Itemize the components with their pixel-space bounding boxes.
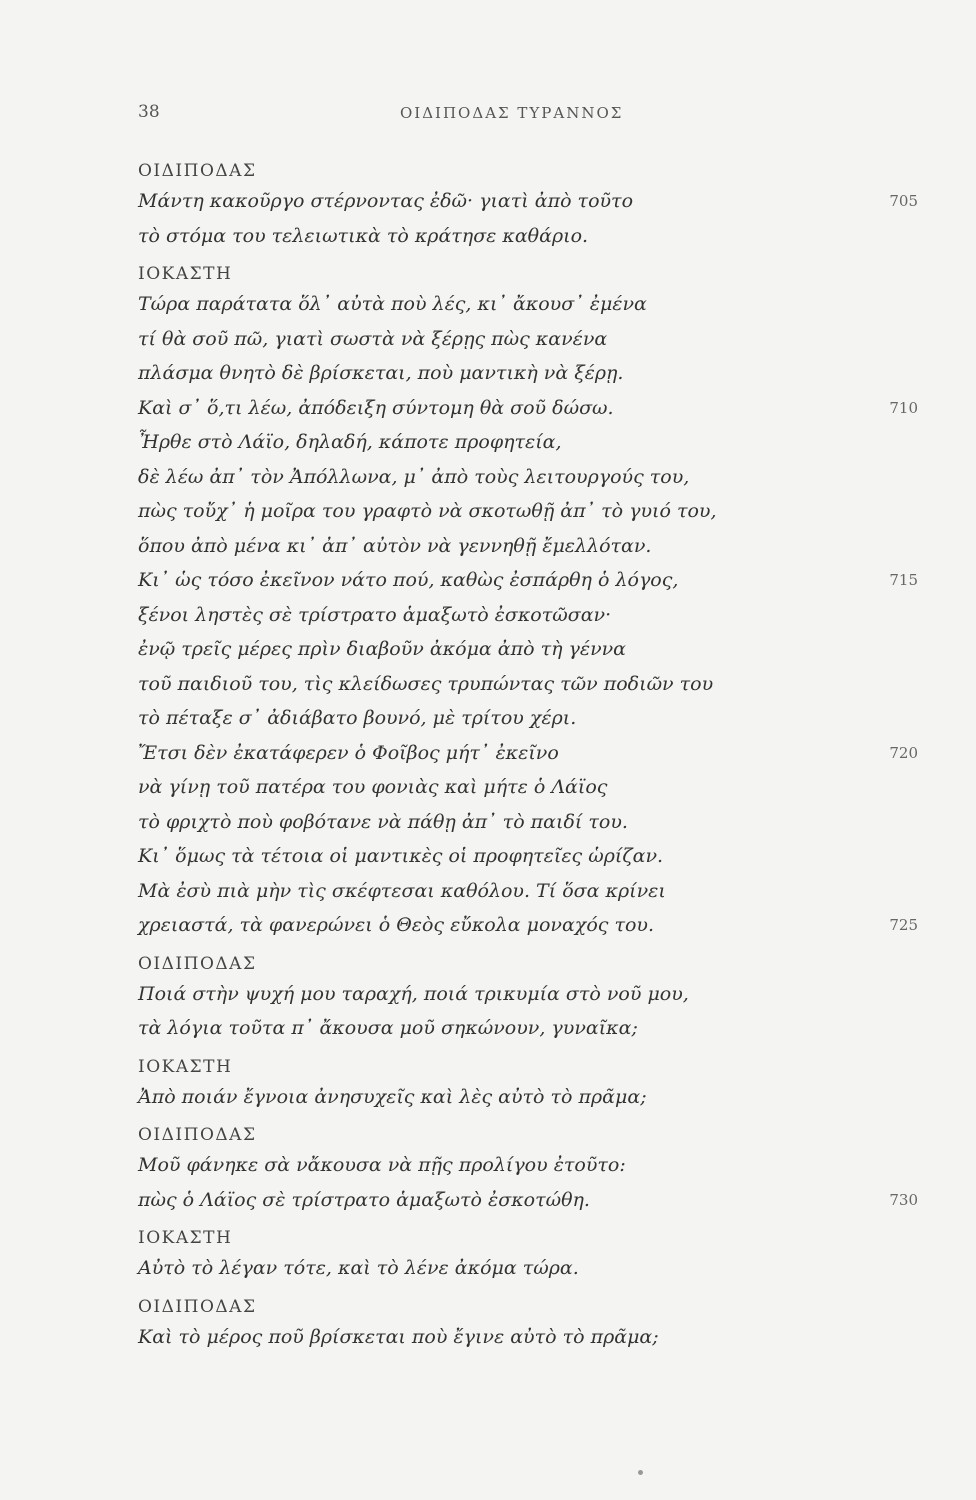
speech	[138, 951, 838, 1046]
verse-text: Ἔτσι δὲν ἐκατάφερεν ὁ Φοῖβος μήτ᾿ ἐκεῖνο	[138, 741, 559, 764]
verse-line	[138, 184, 918, 219]
verse-line	[138, 1080, 838, 1115]
verse-line	[138, 805, 838, 840]
verse-text: Ποιά στὴν ψυχή μου ταραχή, ποιά τρικυμία στὸ νοῦ μου,	[138, 982, 689, 1005]
speaker-name: ΙΟΚΑΣΤΗ	[138, 264, 233, 284]
line-number: 720	[889, 743, 918, 762]
verse-line	[138, 736, 918, 771]
verse-line	[138, 356, 838, 391]
verse-text: τὸ φριχτὸ ποὺ φοβότανε νὰ πάθῃ ἀπ᾿ τὸ παιδί του.	[138, 810, 628, 833]
verse-text: Μὰ ἐσὺ πιὰ μὴν τὶς σκέφτεσαι καθόλου. Τί ὅσα κρίνει	[138, 879, 666, 902]
verse-text: Κι᾿ ὅμως τὰ τέτοια οἱ μαντικὲς οἱ προφητεῖες ὡρίζαν.	[138, 845, 664, 867]
speaker-name: ΟΙΔΙΠΟΔΑΣ	[138, 1125, 257, 1145]
verse-text: τὸ στόμα του τελειωτικὰ τὸ κράτησε καθάριο.	[138, 224, 589, 247]
verse-text: Καὶ σ᾿ ὅ,τι λέω, ἀπόδειξη σύντομη θὰ σοῦ δώσω.	[138, 396, 614, 419]
verse-text: πὼς ὁ Λάϊος σὲ τρίστρατο ἁμαξωτὸ ἐσκοτώθη.	[138, 1188, 590, 1211]
verse-line	[138, 1183, 918, 1218]
running-head: ΟΙΔΙΠΟΔΑΣ ΤΥΡΑΝΝΟΣ	[400, 104, 624, 122]
line-number: 705	[889, 192, 918, 210]
verse-line	[138, 908, 918, 943]
verse-text: Μάντη κακοῦργο στέρνοντας ἐδῶ· γιατὶ ἀπὸ τοῦτο	[138, 190, 634, 212]
speaker-name: ΙΟΚΑΣΤΗ	[138, 1228, 233, 1248]
speech	[138, 261, 918, 943]
verse-line	[138, 425, 838, 460]
verse-text: ὅπου ἀπὸ μένα κι᾿ ἀπ᾿ αὐτὸν νὰ γεννηθῇ ἔμελλόταν.	[138, 534, 652, 557]
verse-line	[138, 494, 838, 529]
verse-line	[138, 287, 838, 322]
verse-line	[138, 460, 838, 495]
speaker-name: ΟΙΔΙΠΟΔΑΣ	[138, 1296, 257, 1317]
verse-line	[138, 701, 838, 736]
verse-line	[138, 219, 838, 254]
speech	[138, 158, 918, 253]
verse-text: Τώρα παράτατα ὅλ᾿ αὐτὰ ποὺ λές, κι᾿ ἄκουσ᾿ ἐμένα	[138, 293, 647, 315]
verse-line	[138, 322, 838, 357]
verse-text: ἐνῷ τρεῖς μέρες πρὶν διαβοῦν ἀκόμα ἀπὸ τὴ γέννα	[138, 638, 627, 660]
verse-text: Ἀπὸ ποιάν ἔγνοια ἀνησυχεῖς καὶ λὲς αὐτὸ τὸ πρᾶμα;	[138, 1085, 647, 1108]
verse-line	[138, 1148, 838, 1183]
verse-line	[138, 1320, 838, 1355]
speech	[138, 1225, 838, 1286]
line-number: 725	[889, 916, 918, 934]
ink-dot	[638, 1470, 643, 1475]
verse-line	[138, 667, 838, 702]
verse-text: τί θὰ σοῦ πῶ, γιατὶ σωστὰ νὰ ξέρῃς πὼς κανένα	[138, 327, 608, 350]
verse-text: Κι᾿ ὡς τόσο ἐκεῖνον νάτο πού, καθὼς ἐσπάρθη ὁ λόγος,	[138, 569, 679, 591]
verse-line	[138, 839, 838, 874]
verse-text: τὸ πέταξε σ᾿ ἀδιάβατο βουνό, μὲ τρίτου χέρι.	[138, 707, 577, 729]
verse-text: τὰ λόγια τοῦτα π᾿ ἄκουσα μοῦ σηκώνουν, γυναῖκα;	[138, 1017, 638, 1039]
verse-line	[138, 874, 838, 909]
line-number: 730	[889, 1190, 918, 1209]
verse-line	[138, 529, 838, 564]
verse-line	[138, 563, 918, 598]
verse-text: χρειαστά, τὰ φανερώνει ὁ Θεὸς εὔκολα μοναχός του.	[138, 914, 654, 936]
speech	[138, 1122, 918, 1217]
verse-line	[138, 391, 918, 426]
verse-line	[138, 1011, 838, 1046]
line-number: 710	[889, 398, 918, 417]
speech	[138, 1294, 838, 1355]
page-number: 38	[138, 102, 160, 122]
verse-text: δὲ λέω ἀπ᾿ τὸν Ἀπόλλωνα, μ᾿ ἀπὸ τοὺς λειτουργούς του,	[138, 465, 690, 488]
verse-text: πλάσμα θνητὸ δὲ βρίσκεται, ποὺ μαντικὴ νὰ ξέρῃ.	[138, 362, 624, 384]
speech	[138, 1054, 838, 1115]
verse-text: Αὐτὸ τὸ λέγαν τότε, καὶ τὸ λένε ἀκόμα τώρα.	[138, 1257, 579, 1279]
verse-text: Μοῦ φάνηκε σὰ νἄκουσα νὰ πῇς προλίγου ἐτοῦτο:	[138, 1154, 626, 1176]
verse-text: Ἦρθε στὸ Λάϊο, δηλαδή, κάποτε προφητεία,	[138, 431, 562, 453]
verse-text: τοῦ παιδιοῦ του, τὶς κλείδωσες τρυπώντας τῶν ποδιῶν του	[138, 672, 714, 695]
speaker-name: ΙΟΚΑΣΤΗ	[138, 1056, 233, 1077]
verse-text: ξένοι ληστὲς σὲ τρίστρατο ἁμαξωτὸ ἐσκοτῶσαν·	[138, 603, 612, 626]
speaker-name: ΟΙΔΙΠΟΔΑΣ	[138, 161, 257, 181]
verse-line	[138, 977, 838, 1012]
speaker-name: ΟΙΔΙΠΟΔΑΣ	[138, 953, 257, 974]
line-number: 715	[889, 571, 918, 589]
verse-line	[138, 770, 838, 805]
verse-text: Καὶ τὸ μέρος ποῦ βρίσκεται ποὺ ἔγινε αὐτὸ τὸ πρᾶμα;	[138, 1325, 659, 1348]
play-text	[138, 150, 918, 1354]
verse-text: πὼς τοὔχ᾿ ἡ μοῖρα του γραφτὸ νὰ σκοτωθῇ ἀπ᾿ τὸ γυιό του,	[138, 500, 717, 522]
verse-text: νὰ γίνῃ τοῦ πατέρα του φονιὰς καὶ μήτε ὁ Λάϊος	[138, 776, 608, 798]
verse-line	[138, 598, 838, 633]
verse-line	[138, 1251, 838, 1286]
verse-line	[138, 632, 838, 667]
